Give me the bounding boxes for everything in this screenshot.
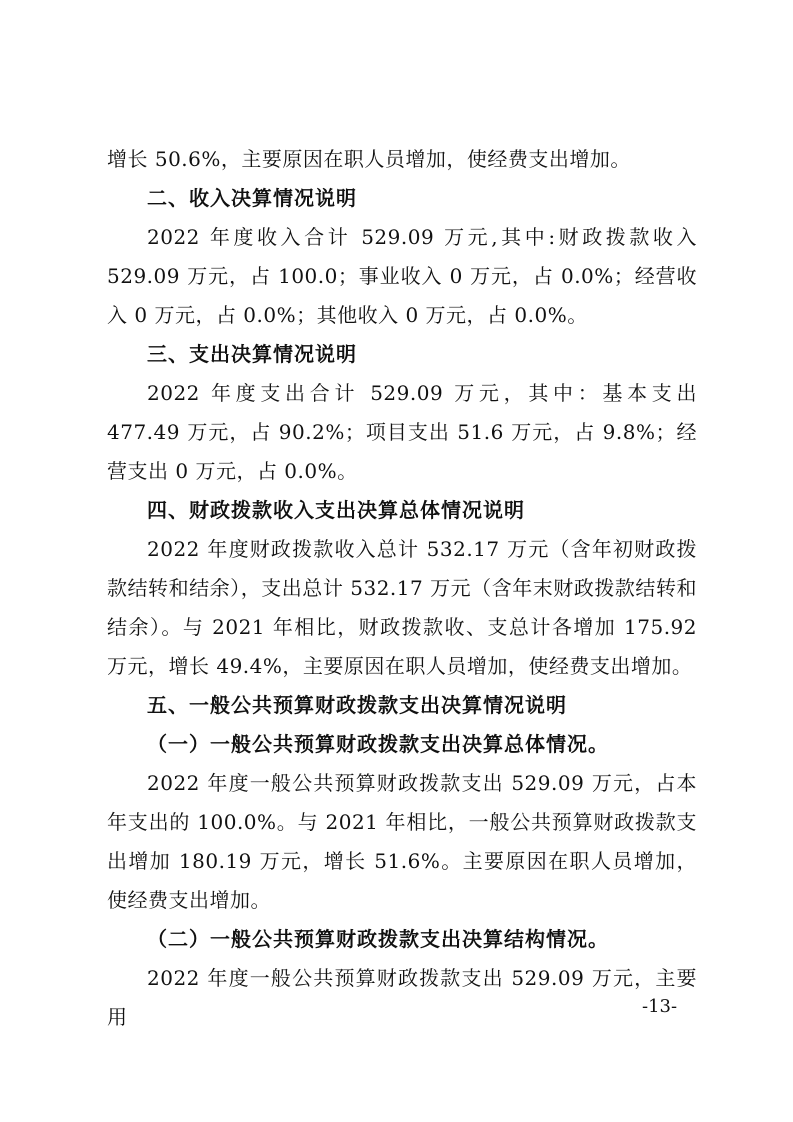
- section-heading-income: 二、收入决算情况说明: [147, 186, 357, 210]
- paragraph-continuation: 增长 50.6%，主要原因在职人员增加，使经费支出增加。: [107, 147, 631, 171]
- subsection-heading-structure: （二）一般公共预算财政拨款支出决算结构情况。: [147, 927, 609, 951]
- section-heading-expenditure: 三、支出决算情况说明: [147, 342, 357, 366]
- subsection-heading-overall: （一）一般公共预算财政拨款支出决算总体情况。: [147, 732, 609, 756]
- paragraph-income: 2022 年度收入合计 529.09 万元,其中:财政拨款收入 529.09 万元，占 100.0；事业收入 0 万元，占 0.0%；经营收入 0 万元，占 0.0%；其他收入 0 万元，占 0.0%。: [107, 225, 697, 327]
- paragraph-general-budget-structure: 2022 年度一般公共预算财政拨款支出 529.09 万元，主要用: [107, 966, 697, 1029]
- paragraph-fiscal-appropriation: 2022 年度财政拨款收入总计 532.17 万元（含年初财政拨款结转和结余），支出总计 532.17 万元（含年末财政拨款结转和结余）。与 2021 年相比，财政拨款收、支总计各增加 175.92 万元，增长 49.4%，主要原因在职人员增加，使经费支出增加。: [107, 537, 697, 678]
- paragraph-general-budget-overall: 2022 年度一般公共预算财政拨款支出 529.09 万元，占本年支出的 100.0%。与 2021 年相比，一般公共预算财政拨款支出增加 180.19 万元，增长 51.6%。主要原因在职人员增加，使经费支出增加。: [107, 771, 697, 912]
- section-heading-fiscal-appropriation: 四、财政拨款收入支出决算总体情况说明: [147, 498, 525, 522]
- section-heading-general-budget: 五、一般公共预算财政拨款支出决算情况说明: [147, 693, 567, 717]
- paragraph-expenditure: 2022 年度支出合计 529.09 万元，其中：基本支出 477.49 万元，占 90.2%；项目支出 51.6 万元，占 9.8%；经营支出 0 万元，占 0.0%。: [107, 381, 697, 483]
- page-number: -13-: [642, 996, 678, 1017]
- document-body: [107, 140, 697, 1037]
